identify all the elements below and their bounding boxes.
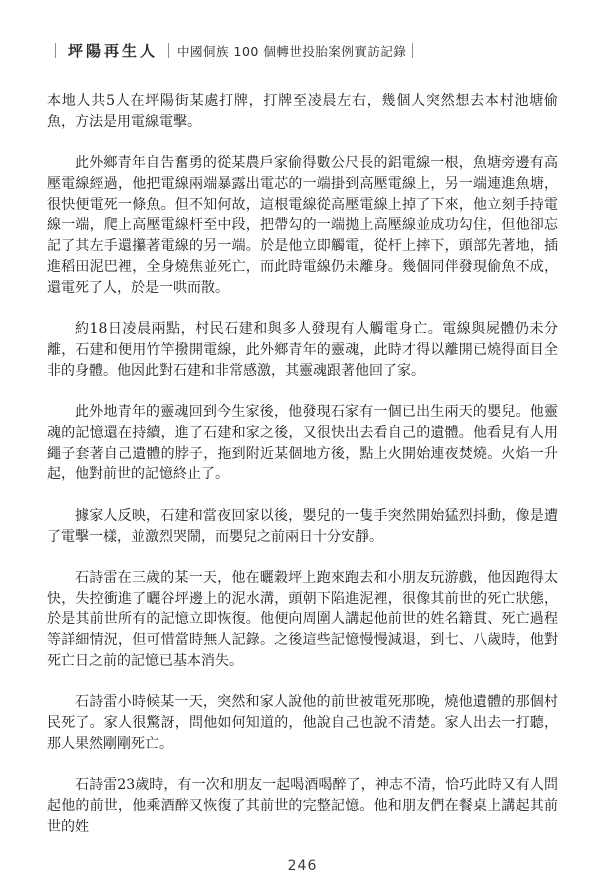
book-subtitle: 中國侗族 100 個轉世投胎案例實訪記錄 xyxy=(177,43,407,59)
page-number: 246 xyxy=(287,858,318,874)
body-paragraph: 此外地青年的靈魂回到今生家後，他發現石家有一個已出生兩天的嬰兒。他靈魂的記憶還在持續，進了石建和家之後，又很快出去看自己的遺體。他看見有人用繩子套著自己遺體的脖子，拖到附近某個地方後，點上火開始連夜焚燒。火焰一升起，他對前世的記憶終止了。 xyxy=(47,404,558,483)
body-text xyxy=(47,91,558,838)
body-paragraph: 石詩雷小時候某一天，突然和家人說他的前世被電死那晚，燒他遺體的那個村民死了。家人很驚訝，問他如何知道的，他說自己也說不清楚。家人出去一打聽，那人果然剛剛死亡。 xyxy=(47,694,558,752)
header-separator-bar xyxy=(412,43,413,58)
body-paragraph: 此外鄉青年自告奮勇的從某農戶家偷得數公尺長的鋁電線一根，魚塘旁邊有高壓電線經過，他把電線兩端暴露出電芯的一端掛到高壓電線上，另一端連進魚塘，很快便電死一條魚。但不知何故，這根電線從高壓電線上掉了下來，他立刻手持電線一端，爬上高壓電線杆至中段，把帶勾的一端拋上高壓線並成功勾住，但他卻忘記了其左手還攥著電線的另一端。於是他立即觸電，從杆上摔下，頭部先著地，插進稻田泥巴裡，全身燒焦並死亡，而此時電線仍未離身。幾個同伴發現偷魚不成，還電死了人，於是一哄而散。 xyxy=(47,155,558,296)
header-separator-bar xyxy=(168,43,169,58)
body-paragraph: 據家人反映，石建和當夜回家以後，嬰兒的一隻手突然開始猛烈抖動，像是遭了電擊一樣，並激烈哭鬧，而嬰兒之前兩日十分安靜。 xyxy=(47,507,558,545)
body-paragraph: 石詩雷23歲時，有一次和朋友一起喝酒喝醉了，神志不清，恰巧此時又有人問起他的前世，他乘酒醉又恢復了其前世的完整記憶。他和朋友們在餐桌上講起其前世的姓 xyxy=(47,777,558,835)
body-paragraph: 約18日凌晨兩點，村民石建和與多人發現有人觸電身亡。電線與屍體仍未分離，石建和便用竹竿撥開電線，此外鄉青年的靈魂，此時才得以離開已燒得面目全非的身體。他因此對石建和非常感激，其靈魂跟著他回了家。 xyxy=(47,321,558,379)
header-separator-bar xyxy=(55,43,56,58)
body-paragraph: 本地人共5人在坪陽街某處打牌，打牌至凌晨左右，幾個人突然想去本村池塘偷魚，方法是用電線電擊。 xyxy=(47,93,558,130)
series-title: 坪陽再生人 xyxy=(68,42,159,60)
running-header xyxy=(55,40,565,61)
body-paragraph: 石詩雷在三歲的某一天，他在曬穀坪上跑來跑去和小朋友玩游戲，他因跑得太快，失控衝進了曬谷坪邊上的泥水溝，頭朝下陷進泥裡，很像其前世的死亡狀態，於是其前世所有的記憶立即恢復。他便向周圍人講起他前世的姓名籍貫、死亡過程等詳細情況，但可惜當時無人記錄。之後這些記憶慢慢減退，到七、八歲時，他對死亡日之前的記憶已基本消失。 xyxy=(47,569,558,670)
